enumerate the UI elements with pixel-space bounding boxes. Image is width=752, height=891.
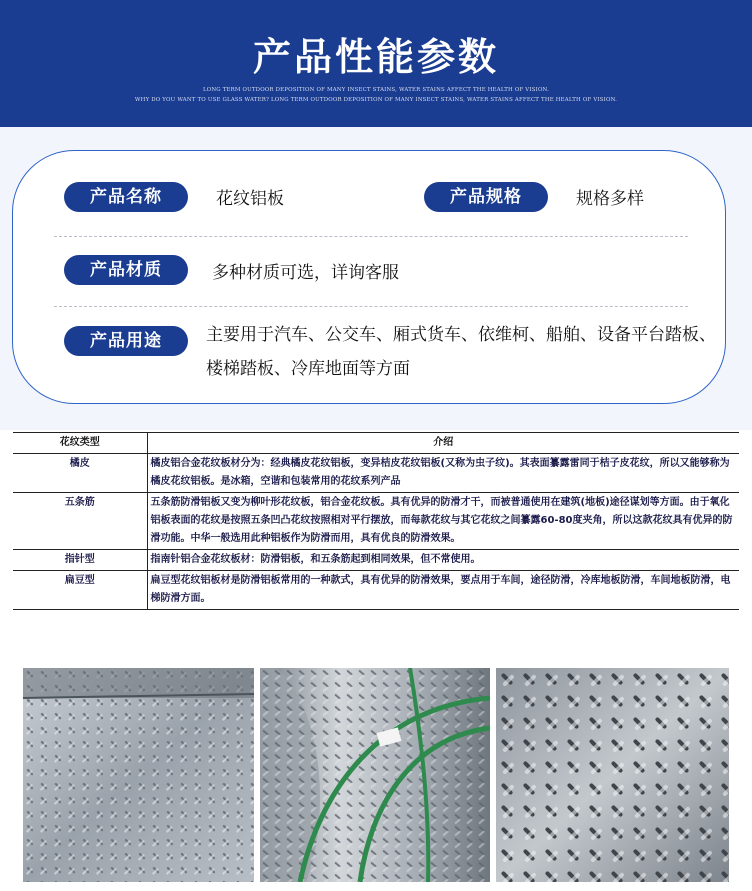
page-title: 产品性能参数 [252,35,499,79]
product-use-value: 主要用于汽车、公交车、厢式货车、依维柯、船舶、设备平台踏板、楼梯踏板、冷库地面等方面 [206,325,716,379]
table-row [13,550,739,571]
table-row [13,493,739,550]
header-subtitle-1: LONG TERM OUTDOOR DEPOSITION OF MANY INSECT STAINS, WATER STAINS AFFECT THE HEALTH OF VISION. [202,87,550,93]
pattern-desc-cell: 橘皮铝合金花纹板材分为：经典橘皮花纹铝板，变异桔皮花纹铝板(又称为虫子纹)。其表面纂露雷同于桔子皮花纹，所以又能够称为橘皮花纹铝板。是冰箱，空谐和包装常用的花纹系列产品 [147,454,739,493]
pattern-type-cell: 橘皮 [13,454,147,493]
pattern-type-cell: 五条筋 [13,493,147,550]
column-header-type: 花纹类型 [13,433,147,454]
table-row [13,454,739,493]
divider [54,306,688,307]
aluminum-sheet-closeup-photo [496,668,729,882]
column-header-intro: 介绍 [147,433,739,454]
product-material-value: 多种材质可选，详询客服 [212,263,399,283]
pattern-desc-cell: 扁豆型花纹铝板材是防滑铝板常用的一种款式，具有优异的防滑效果，要点用于车间，途径防滑，冷库地板防滑，车间地板防滑，电梯防滑方面。 [147,571,739,610]
product-spec-value: 规格多样 [576,189,644,209]
aluminum-plate-stack-photo [23,668,254,882]
product-spec-label: 产品规格 [424,182,548,212]
table-header-row [13,433,739,454]
pattern-desc-cell: 指南针铝合金花纹板材：防滑铝板，和五条筋起到相同效果，但不常使用。 [147,550,739,571]
header-banner [0,0,752,127]
pattern-type-cell: 指针型 [13,550,147,571]
product-use-label: 产品用途 [64,326,188,356]
product-name-value: 花纹铝板 [216,189,284,209]
header-subtitle-2: WHY DO YOU WANT TO USE GLASS WATER? LONG TERM OUTDOOR DEPOSITION OF MANY INSECT STAINS, WATER STAINS AFFECT THE HEALTH OF VISION. [134,97,618,103]
pattern-type-cell: 扁豆型 [13,571,147,610]
table-row [13,571,739,610]
pattern-desc-cell: 五条筋防滑铝板又变为柳叶形花纹板，铝合金花纹板。具有优异的防滑才干，而被普通使用在建筑(地板)途径谋划等方面。由于氧化铝板表面的花纹是按照五条凹凸花纹按照相对平行摆放，而每款花纹与其它花纹之间纂露60-80度夹角，所以这款花纹具有优异的防滑功能。中华一般选用此种铝板作为防滑而用，具有优良的防滑效果。 [147,493,739,550]
product-material-label: 产品材质 [64,255,188,285]
divider [54,236,688,237]
aluminum-coil-photo [260,668,490,882]
product-name-label: 产品名称 [64,182,188,212]
pattern-table [13,432,739,610]
